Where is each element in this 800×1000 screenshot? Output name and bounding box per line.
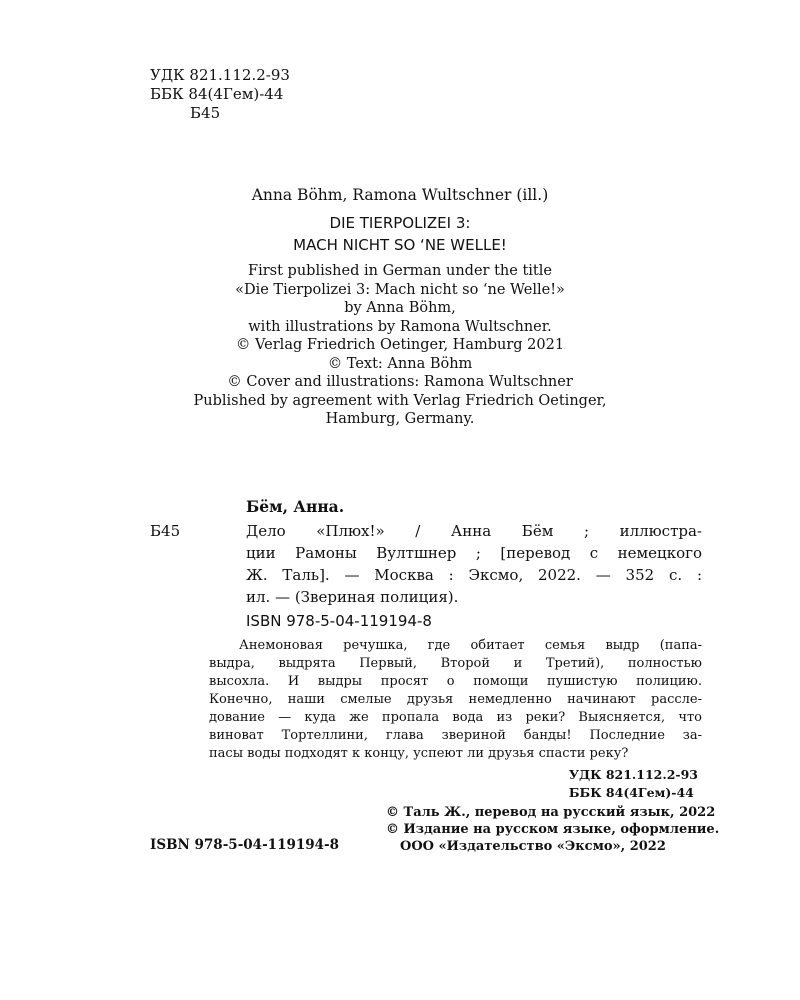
classification-codes (150, 66, 290, 123)
credit-line: Published by agreement with Verlag Friedrich Oetinger, (193, 392, 607, 409)
copyright-line: © Таль Ж., перевод на русский язык, 2022 (386, 805, 716, 820)
credit-line: by Anna Böhm, (344, 300, 456, 316)
bib-author-mark: Б45 (150, 522, 181, 540)
original-author-line: Anna Böhm, Ramona Wultschner (ill.) (251, 186, 549, 204)
copyright-line: © Издание на русском языке, оформление. (386, 822, 720, 837)
annotation-line: пасы воды подходят к концу, успеют ли друзья спасти реку? (209, 746, 629, 761)
annotation-codes (569, 766, 698, 802)
credit-line: Hamburg, Germany. (325, 411, 475, 427)
author-mark: Б45 (190, 104, 221, 122)
credit-line: with illustrations by Ramona Wultschner. (248, 318, 552, 335)
annotation-line: Анемоновая речушка, где обитает семья выдр (папа- (239, 638, 702, 653)
original-title-line: DIE TIERPOLIZEI 3: (329, 214, 471, 232)
annotation-bbk: ББК 84(4Гем)-44 (568, 785, 694, 800)
annotation-line: виноват Тортеллини, глава звериной банды! Последние за- (209, 728, 702, 743)
bib-line: ции Рамоны Вултшнер ; [перевод с немецкого (246, 544, 702, 562)
isbn-bottom: ISBN 978-5-04-119194-8 (150, 837, 340, 853)
bib-description (246, 520, 702, 608)
copyright-block (386, 804, 719, 855)
bib-author: Бём, Анна. (246, 497, 345, 516)
credit-line: © Text: Anna Böhm (327, 355, 473, 372)
bib-line: Дело «Плюх!» / Анна Бём ; иллюстра- (246, 522, 702, 540)
annotation-udk: УДК 821.112.2-93 (568, 767, 698, 782)
annotation-line: Конечно, наши смелые друзья немедленно начинают рассле- (209, 692, 702, 707)
credit-line: © Verlag Friedrich Oetinger, Hamburg 2021 (235, 337, 565, 353)
credit-line: © Cover and illustrations: Ramona Wultschner (227, 374, 573, 390)
original-title (0, 212, 800, 256)
original-title-line: MACH NICHT SO ‘NE WELLE! (293, 236, 507, 254)
credit-line: «Die Tierpolizei 3: Mach nicht so ‘ne Welle!» (235, 281, 565, 298)
bib-line: Ж. Таль]. — Москва : Эксмо, 2022. — 352 с. : (246, 566, 702, 584)
annotation-line: выдра, выдрята Первый, Второй и Третий), полностью (209, 656, 702, 671)
annotation-line: дование — куда же пропала вода из реки? Выясняется, что (209, 710, 702, 725)
isbn: ISBN 978-5-04-119194-8 (246, 612, 432, 630)
original-credits (0, 262, 800, 429)
annotation-line: высохла. И выдры просят о помощи пушистую полицию. (209, 674, 702, 689)
credit-line: First published in German under the title (248, 263, 552, 279)
annotation (209, 637, 702, 763)
udk-code: УДК 821.112.2-93 (150, 66, 290, 84)
bib-line: ил. — (Звериная полиция). (246, 588, 459, 606)
bbk-code: ББК 84(4Гем)-44 (150, 85, 284, 103)
copyright-line: ООО «Издательство «Эксмо», 2022 (400, 839, 666, 854)
